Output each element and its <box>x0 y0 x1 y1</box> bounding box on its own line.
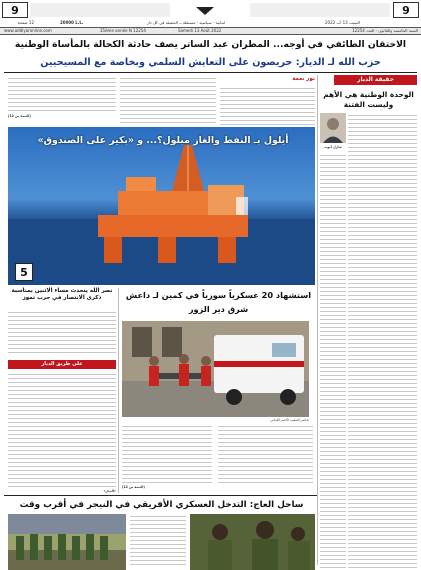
story-killed-body-right <box>218 424 313 484</box>
column-label: نور نعمة <box>292 76 315 82</box>
soldiers-scene-right <box>190 514 315 570</box>
ambulance-photo <box>122 321 309 417</box>
website[interactable]: www.addiyaronline.com <box>4 28 52 33</box>
article-text-col-1 <box>220 86 315 126</box>
feature-photo <box>8 127 315 285</box>
oil-rig-illustration <box>8 127 315 285</box>
bottom-story-title: ساحل العاج: التدخل العسكري الأفريقي في النيجر في أقرب وقت <box>19 500 304 510</box>
continued-note-1: (التتمة ص 12) <box>8 114 31 118</box>
divider-headline <box>4 72 417 73</box>
sidebar-section-header: حقيقة الديار <box>334 75 417 85</box>
story-hezb-body <box>8 310 116 355</box>
sidebar-body <box>348 113 417 568</box>
tagline: لبنانية - سياسية - مستقلة ــ الحقيقة في كل دار <box>146 20 225 25</box>
date-fr: Samedi 13 Août 2022 <box>178 28 222 33</box>
photo-caption: عناصر الصليب الأحمر اللبناني <box>270 418 309 422</box>
feature-page-ref: 5 <box>15 263 33 281</box>
section-header-road: على طريق الديار <box>8 360 116 369</box>
soldiers-photo-right <box>190 514 315 570</box>
price: 20000 L.L. <box>60 20 84 25</box>
issue-number-fr: 35ème année N 12254 <box>100 28 146 33</box>
sidebar-body-lower <box>320 153 346 568</box>
headline-line-1: الاحتقان الطائفي في أوجه... المطران عبد الساتر يصف حادثة الكحالة بالمأساة الوطنية <box>14 39 407 50</box>
pages-count: 12 صفحة <box>17 20 34 25</box>
masthead-strip-right <box>250 3 390 17</box>
sidebar-byline: شارل أيوب <box>324 145 342 149</box>
masthead <box>0 0 421 34</box>
page-number-right: 9 <box>393 2 419 18</box>
story-road-body <box>8 372 116 490</box>
masthead-strip-left <box>30 3 170 17</box>
continued-note-2: (التتمة ص 12) <box>122 485 145 489</box>
headline-line-2: حزب الله لـ الديار: حريصون على التعايش السلمي وبخاصة مع المسيحيين <box>40 57 381 68</box>
sidebar-author-photo <box>320 113 346 143</box>
sidebar-title: الوحدة الوطنية هي الأهم وليست الفتنة <box>323 90 414 109</box>
soldiers-photo-left <box>8 514 126 570</box>
logo-mark <box>196 0 214 8</box>
sidebar <box>320 75 417 570</box>
divider-bottom <box>4 495 317 496</box>
feature-title: أيلول بـ النفط والغاز مبلول؟... و «بكير على الصندوق» <box>37 135 289 146</box>
divider-left-col <box>118 288 119 493</box>
divider-sidebar <box>317 75 318 565</box>
ambulance-scene <box>122 321 309 417</box>
story-killed-body-left <box>122 424 212 484</box>
soldiers-scene-left <box>8 514 126 570</box>
story-road-signature: «الديار» <box>103 489 116 493</box>
story-hezb-title: نصر الله يتحدث مساء الاثنين بمناسبة ذكرى الانتصار في حرب تموز <box>11 288 113 301</box>
page-number-left: 9 <box>2 2 28 18</box>
article-text-col-3 <box>8 76 116 114</box>
story-killed-title: استشهاد 20 عسكرياً سورياً في كمين لـ داعش شرق دير الزور <box>125 290 312 314</box>
issue-number-ar: السنة الخامسة والثلاثون - العدد 12254 <box>352 28 418 33</box>
bottom-story-body <box>130 514 186 568</box>
article-text-col-2 <box>120 76 216 126</box>
date-line-ar: السبت 13 آب 2022 <box>324 20 360 25</box>
